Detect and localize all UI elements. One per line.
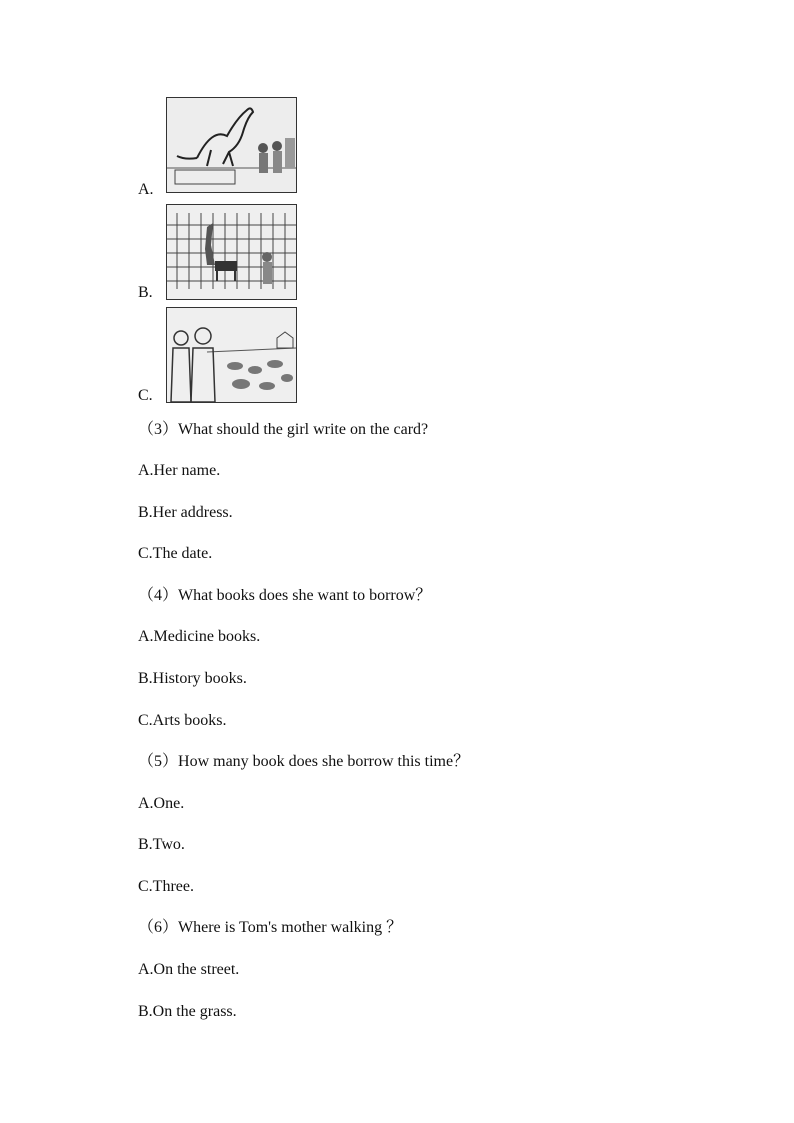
question-text: Where is Tom's mother walking ？ [178, 919, 403, 936]
question-number: （4） [138, 587, 179, 604]
option-letter: C. [138, 387, 153, 404]
question-6 [138, 918, 402, 938]
answer-option: A.One. [138, 795, 185, 812]
question-text: What books does she want to borrow？ [178, 587, 432, 604]
question-number: （5） [138, 753, 179, 770]
answer-option: A.Medicine books. [138, 628, 261, 645]
question-number: （6） [138, 919, 179, 936]
zoo-giraffe-image [166, 204, 297, 300]
farm-animals-image [166, 307, 297, 403]
question-4 [138, 586, 431, 606]
answer-option: C.Three. [138, 878, 194, 895]
people-farm-animals-illustration [167, 308, 296, 402]
question-text: What should the girl write on the card? [178, 421, 429, 438]
option-letter: B. [138, 284, 153, 301]
question-number: （3） [138, 421, 179, 438]
question-3 [138, 420, 428, 440]
museum-dinosaur-image [166, 97, 297, 193]
giraffe-zebra-cage-illustration [167, 205, 296, 299]
answer-option: A.On the street. [138, 961, 240, 978]
answer-option: B.Two. [138, 836, 185, 853]
answer-option: C.The date. [138, 545, 213, 562]
question-text: How many book does she borrow this time？ [178, 753, 470, 770]
option-letter: A. [138, 181, 154, 198]
question-5 [138, 752, 469, 772]
answer-option: B.History books. [138, 670, 247, 687]
answer-option: C.Arts books. [138, 712, 227, 729]
answer-option: A.Her name. [138, 462, 221, 479]
answer-option: B.Her address. [138, 504, 233, 521]
dinosaur-skeleton-illustration [167, 98, 296, 192]
answer-option: B.On the grass. [138, 1003, 237, 1020]
